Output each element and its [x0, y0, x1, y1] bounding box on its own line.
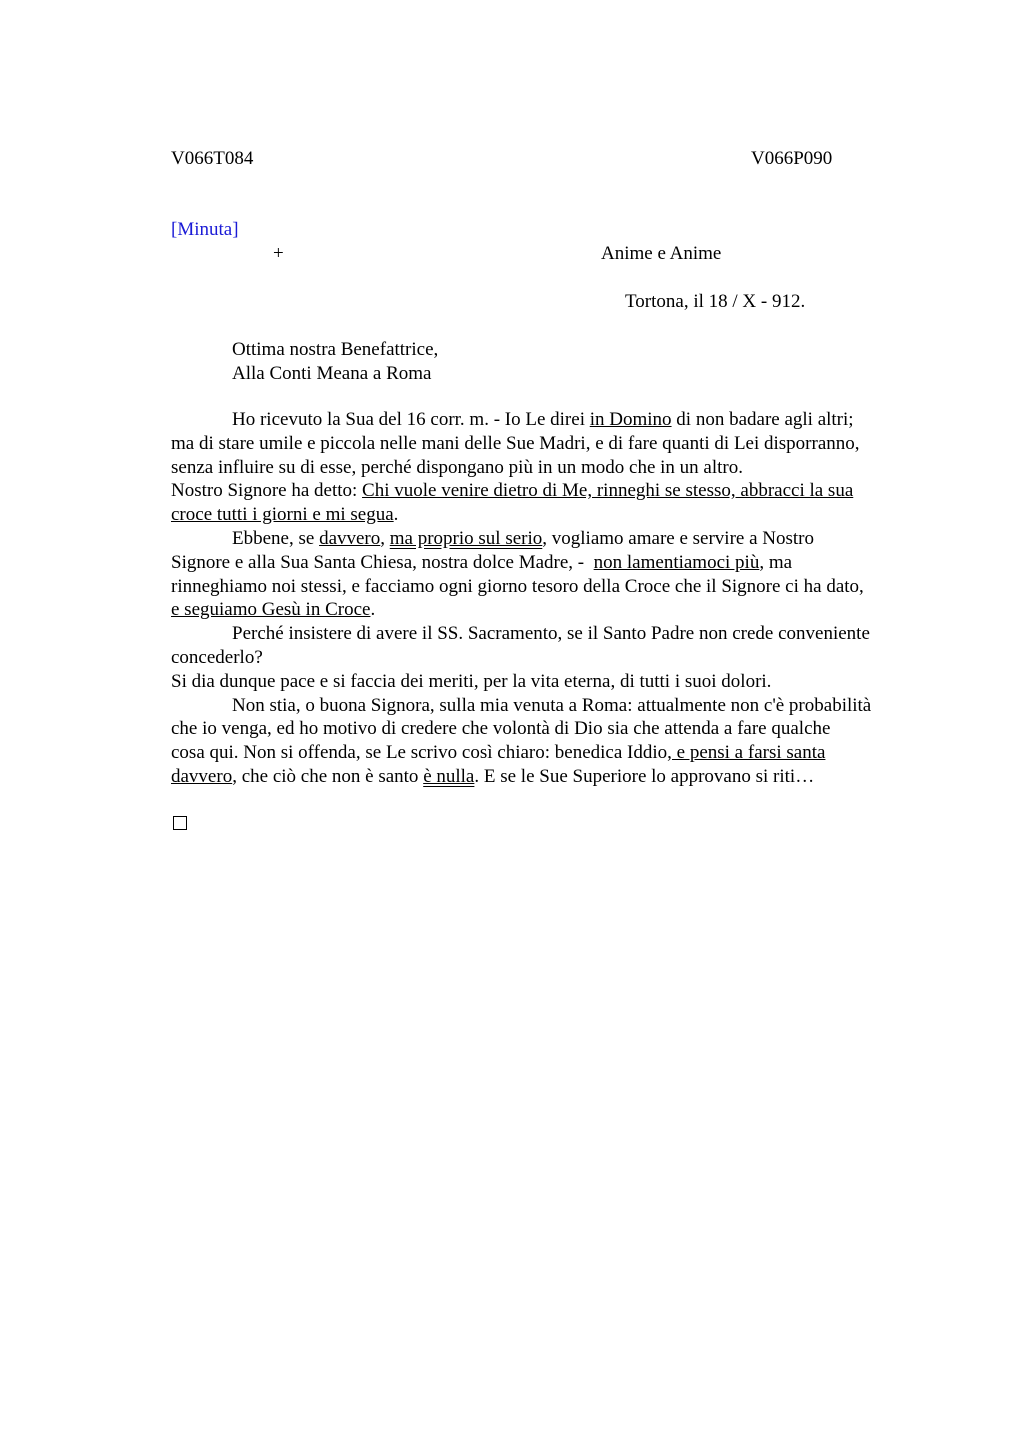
body-line-4: Nostro Signore ha detto: Chi vuole venire dietro di Me, rinneghi se stesso, abbracci la sua	[171, 480, 854, 502]
double-underlined-phrase: ma proprio sul serio	[389, 527, 543, 549]
underlined-phrase: davvero	[171, 765, 233, 787]
body-line-10: Perché insistere di avere il SS. Sacramento, se il Santo Padre non crede conveniente	[232, 623, 870, 645]
body-line-13: Non stia, o buona Signora, sulla mia venuta a Roma: attualmente non c'è probabilità	[232, 694, 872, 716]
double-underlined-phrase: è nulla	[423, 765, 475, 787]
body-line-11: concederlo?	[171, 646, 263, 668]
motto: Anime e Anime	[601, 243, 722, 264]
body-line-8: rinneghiamo noi stessi, e facciamo ogni giorno tesoro della Croce che il Signore ci ha dato,	[171, 575, 864, 597]
underlined-phrase: in Domino	[589, 409, 672, 430]
letter-body	[171, 408, 931, 789]
body-line-9: e seguiamo Gesù in Croce.	[171, 599, 376, 621]
body-line-5: croce tutti i giorni e mi segua.	[171, 504, 399, 526]
salutation: Ottima nostra Benefattrice,	[232, 339, 439, 360]
cross-mark: +	[273, 243, 284, 264]
date-line: Tortona, il 18 / X - 912.	[625, 291, 806, 312]
underlined-phrase: non lamentiamoci più	[593, 551, 760, 573]
body-line-2: ma di stare umile e piccola nelle mani delle Sue Madri, e di fare quanti di Lei disporranno,	[171, 432, 860, 454]
minuta-label: [Minuta]	[171, 219, 239, 240]
underlined-phrase: croce tutti i giorni e mi segua	[171, 504, 394, 526]
body-line-12: Si dia dunque pace e si faccia dei meriti, per la vita eterna, di tutti i suoi dolori.	[171, 670, 772, 692]
underlined-phrase: davvero	[319, 527, 381, 549]
underlined-phrase: Chi vuole venire dietro di Me, rinneghi se stesso, abbracci la sua	[362, 480, 854, 502]
underlined-phrase: e seguiamo Gesù in Croce	[171, 599, 371, 621]
body-line-7: Signore e alla Sua Santa Chiesa, nostra dolce Madre, - non lamentiamoci più, ma	[171, 551, 793, 573]
body-line-14: che io venga, ed ho motivo di credere che volontà di Dio sia che attenda a fare qualche	[171, 718, 831, 740]
underlined-phrase: , e pensi a farsi santa	[667, 742, 826, 764]
body-line-15: cosa qui. Non si offenda, se Le scrivo così chiaro: benedica Iddio, e pensi a farsi santa	[171, 742, 826, 764]
body-line-1: Ho ricevuto la Sua del 16 corr. m. - Io Le direi in Domino di non badare agli altri;	[232, 409, 854, 430]
left-code: V066T084	[171, 148, 254, 169]
addressee: Alla Conti Meana a Roma	[232, 363, 432, 384]
end-box-icon	[173, 816, 187, 830]
body-line-3: senza influire su di esse, perché dispongano più in un modo che in un altro.	[171, 456, 743, 478]
right-code: V066P090	[751, 148, 833, 169]
body-line-16: davvero, che ciò che non è santo è nulla. E se le Sue Superiore lo approvano si riti…	[171, 765, 815, 787]
body-line-6: Ebbene, se davvero, ma proprio sul serio, vogliamo amare e servire a Nostro	[232, 527, 814, 549]
